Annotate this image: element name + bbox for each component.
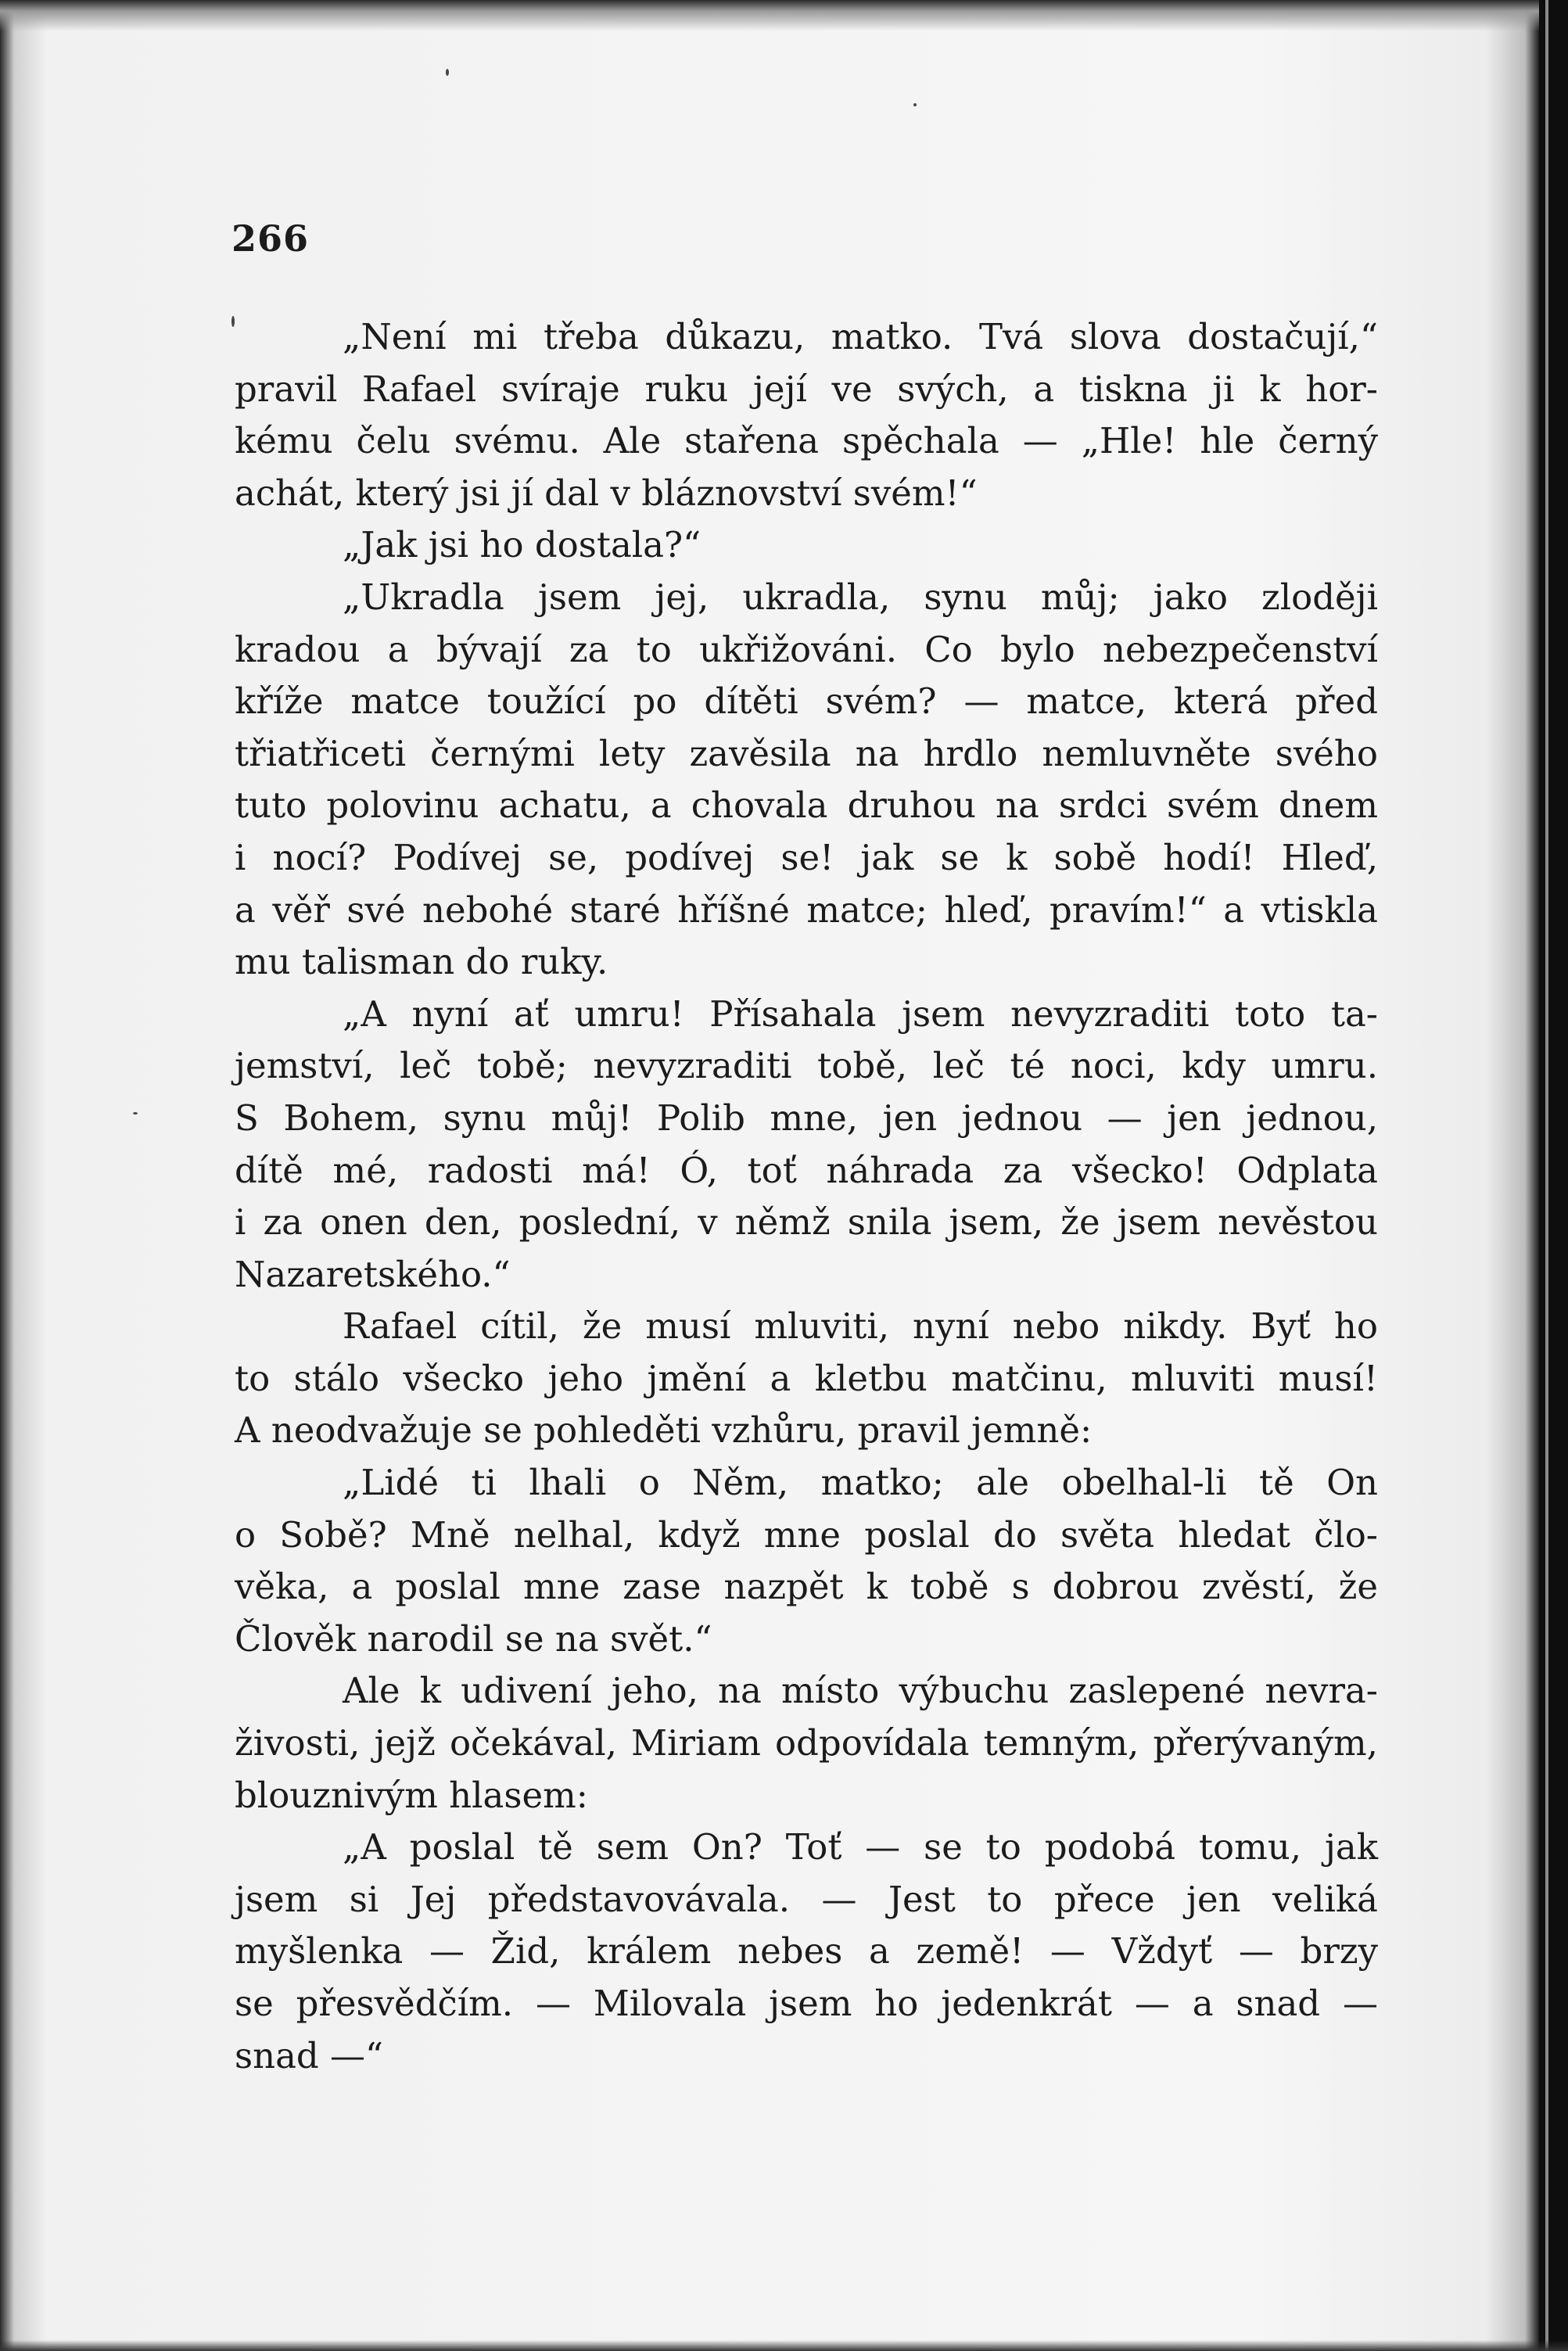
text-line: „Lidé ti lhali o Něm, matko; ale obelhal-li tě On [343, 1462, 1378, 1504]
text-line: achát, který jsi jí dal v bláznovství svém!“ [235, 472, 978, 514]
text-line: myšlenka — Žid, králem nebes a země! — Vždyť — brzy [235, 1930, 1378, 1972]
text-line: kému čelu svému. Ale stařena spěchala — „Hle! hle černý [235, 420, 1378, 462]
page-number: 266 [231, 217, 310, 260]
text-line: Člověk narodil se na svět.“ [235, 1617, 712, 1660]
text-line: se přesvědčím. — Milovala jsem ho jedenkrát — a snad — [235, 1983, 1378, 2024]
text-line: snad —“ [235, 2034, 384, 2076]
scan-speck [133, 1112, 138, 1114]
text-line: „A nyní ať umru! Přísahala jsem nevyzraditi toto ta- [343, 992, 1378, 1035]
text-line: S Bohem, synu můj! Polib mne, jen jednou — jen jednou, [235, 1097, 1378, 1139]
scan-speck [913, 103, 917, 106]
text-line: to stálo všecko jeho jmění a kletbu matčinu, mluviti musí! [235, 1357, 1378, 1399]
scan-speck [446, 69, 449, 76]
text-line: „Není mi třeba důkazu, matko. Tvá slova dostačují,“ [343, 316, 1378, 357]
text-line: i za onen den, poslední, v němž snila jsem, že jsem nevěstou [235, 1201, 1378, 1244]
text-line: mu talisman do ruky. [235, 941, 608, 983]
text-line: pravil Rafael svíraje ruku její ve svých, a tiskna ji k hor- [235, 368, 1378, 410]
text-line: „Ukradla jsem jej, ukradla, synu můj; jako zloději [343, 576, 1378, 618]
text-line: A neodvažuje se pohleděti vzhůru, pravil jemně: [235, 1409, 1093, 1452]
text-line: Rafael cítil, že musí mluviti, nyní nebo nikdy. Byť ho [343, 1305, 1378, 1348]
top-scan-shadow [0, 0, 1568, 31]
text-line: živosti, jejž očekával, Miriam odpovídala temným, přerývaným, [235, 1722, 1378, 1764]
text-line: a věř své nebohé staré hříšné matce; hleď, pravím!“ a vtiskla [235, 888, 1378, 931]
text-line: kradou a bývají za to ukřižováni. Co bylo nebezpečenství [235, 628, 1378, 670]
text-line: tuto polovinu achatu, a chovala druhou na srdci svém dnem [235, 784, 1378, 827]
text-line: blouznivým hlasem: [235, 1774, 588, 1816]
text-line: jsem si Jej představovávala. — Jest to přece jen veliká [235, 1878, 1378, 1920]
text-line: jemství, leč tobě; nevyzraditi tobě, leč té noci, kdy umru. [235, 1045, 1378, 1087]
text-line: věka, a poslal mne zase nazpět k tobě s dobrou zvěstí, že [235, 1566, 1378, 1608]
text-line: „A poslal tě sem On? Toť — se to podobá tomu, jak [343, 1826, 1378, 1868]
text-line: i nocí? Podívej se, podívej se! jak se k sobě hodí! Hleď, [235, 836, 1378, 878]
body-text [235, 311, 1378, 2082]
bottom-scan-edge [0, 2340, 1568, 2351]
text-line: Ale k udivení jeho, na místo výbuchu zaslepené nevra- [343, 1670, 1378, 1712]
text-line: kříže matce toužící po dítěti svém? — matce, která před [235, 680, 1378, 723]
text-line: dítě mé, radosti má! Ó, toť náhrada za všecko! Odplata [235, 1149, 1378, 1191]
text-line: „Jak jsi ho dostala?“ [343, 524, 701, 566]
text-line: Nazaretského.“ [235, 1253, 511, 1295]
right-dark-margin [1539, 0, 1568, 2351]
text-line: třiatřiceti černými lety zavěsila na hrdlo nemluvněte svého [235, 732, 1378, 774]
text-line: o Sobě? Mně nelhal, když mne poslal do světa hledat člo- [235, 1513, 1378, 1556]
